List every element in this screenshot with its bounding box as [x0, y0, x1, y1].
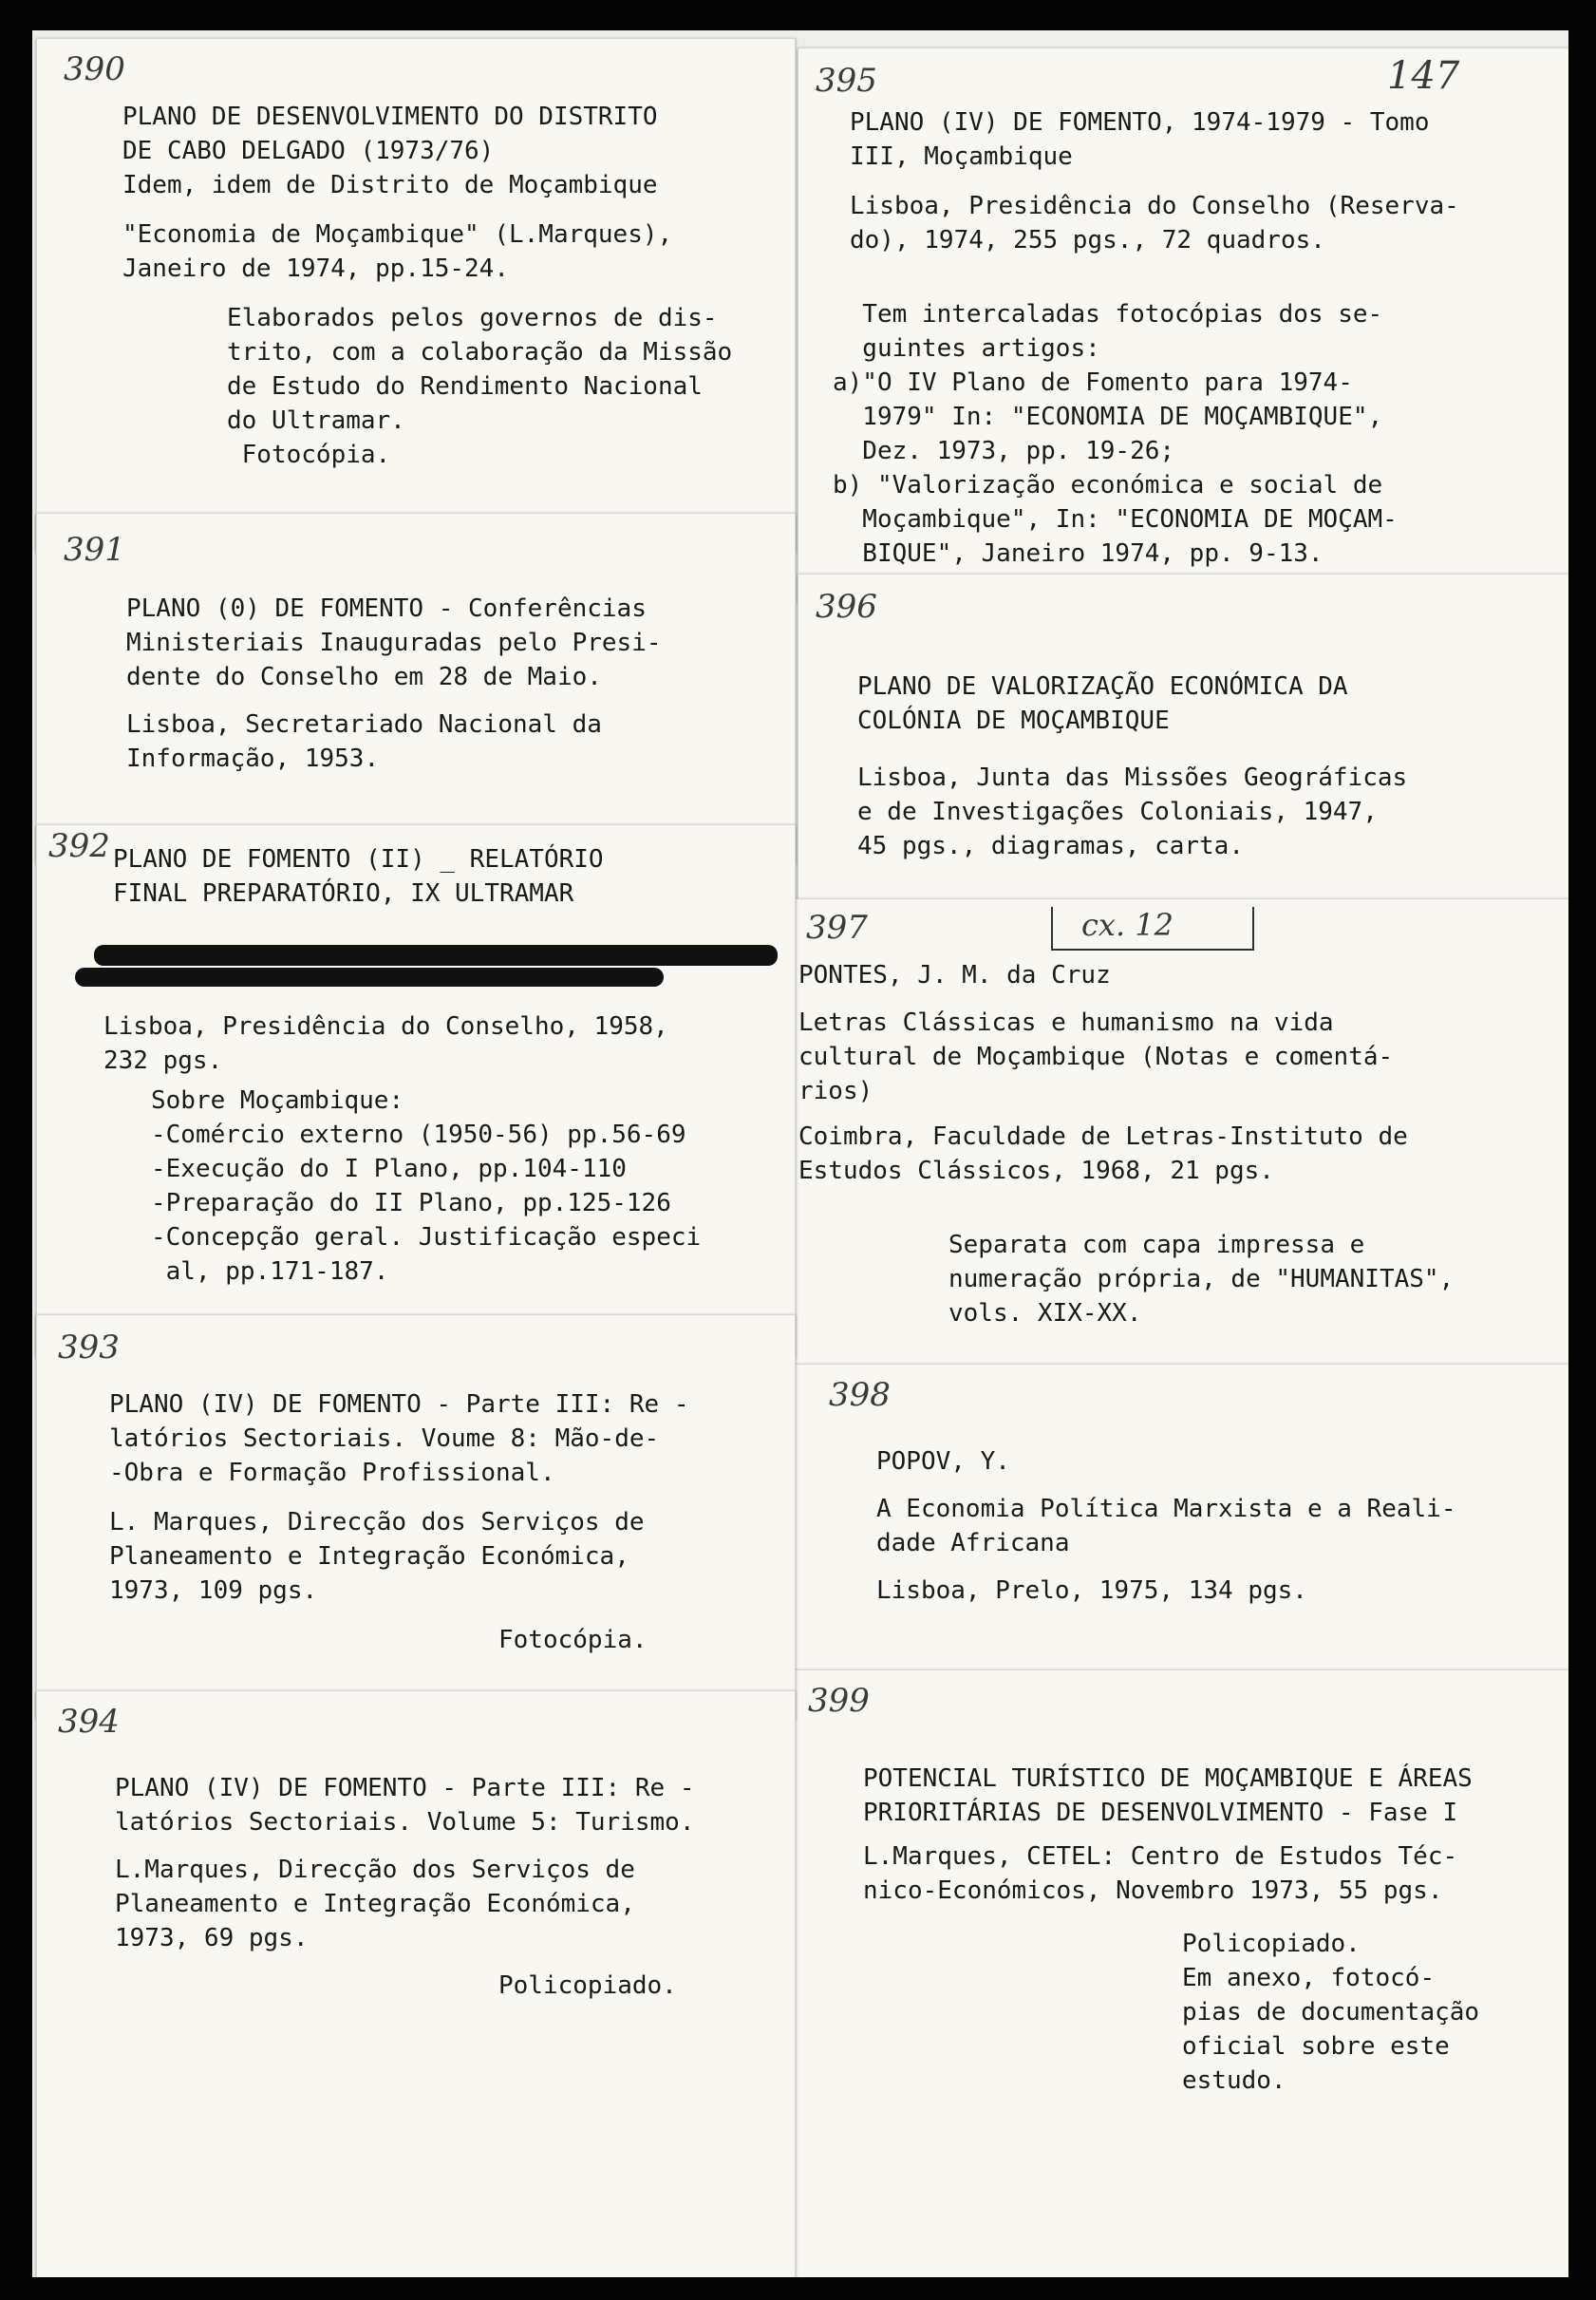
card-number: 391	[64, 531, 125, 569]
card-note: Fotocópia.	[498, 1626, 648, 1654]
card-author: POPOV, Y.	[876, 1447, 1010, 1476]
card-title: PLANO DE VALORIZAÇÃO ECONÓMICA DA COLÓNIA DE MOÇAMBIQUE	[857, 672, 1348, 735]
card-body: Idem, idem de Distrito de Moçambique	[122, 171, 658, 199]
card-source: "Economia de Moçambique" (L.Marques), Janeiro de 1974, pp.15-24.	[122, 220, 673, 283]
card-397	[771, 898, 1568, 1404]
box-label	[1051, 907, 1254, 951]
card-note: Elaborados pelos governos de dis- trito, com a colaboração da Missão de Estudo do Rendimento Nacional do Ultramar. Fotocópia.	[227, 304, 733, 469]
card-imprint: L.Marques, Direcção dos Serviços de Planeamento e Integração Económica, 1973, 69 pgs.	[115, 1856, 635, 1952]
card-396	[798, 574, 1568, 927]
card-title: PLANO DE DESENVOLVIMENTO DO DISTRITO DE CABO DELGADO (1973/76)	[122, 103, 658, 165]
card-number: 398	[829, 1376, 891, 1414]
card-391	[36, 513, 796, 864]
card-number: 395	[816, 62, 877, 100]
box-label-text: cx. 12	[1081, 907, 1174, 943]
card-number: 393	[58, 1329, 120, 1367]
card-imprint: Lisboa, Presidência do Conselho, 1958, 232 pgs.	[103, 1012, 668, 1075]
card-title: POTENCIAL TURÍSTICO DE MOÇAMBIQUE E ÁREAS PRIORITÁRIAS DE DESENVOLVIMENTO - Fase I	[863, 1764, 1473, 1827]
card-395	[798, 47, 1568, 602]
card-sheet	[32, 30, 1568, 2277]
card-imprint: Coimbra, Faculdade de Letras-Instituto de Estudos Clássicos, 1968, 21 pgs.	[798, 1122, 1408, 1185]
card-imprint: L. Marques, Direcção dos Serviços de Planeamento e Integração Económica, 1973, 109 pgs.	[109, 1508, 645, 1605]
card-note: Policopiado. Em anexo, fotocó- pias de documentação oficial sobre este estudo.	[1182, 1930, 1480, 2095]
card-title: PLANO (IV) DE FOMENTO, 1974-1979 - Tomo III, Moçambique	[850, 108, 1430, 171]
card-number: 399	[808, 1682, 870, 1720]
card-imprint: Lisboa, Prelo, 1975, 134 pgs.	[876, 1576, 1307, 1605]
card-title: PLANO (0) DE FOMENTO - Conferências Ministeriais Inauguradas pelo Presi- dente do Conselho em 28 de Maio.	[126, 594, 662, 691]
card-390	[36, 38, 796, 553]
redaction-bar	[75, 968, 664, 987]
card-imprint: Lisboa, Presidência do Conselho (Reserva- do), 1974, 255 pgs., 72 quadros.	[850, 192, 1459, 255]
card-title: PLANO (IV) DE FOMENTO - Parte III: Re - latórios Sectoriais. Volume 5: Turismo.	[115, 1774, 695, 1837]
card-imprint: L.Marques, CETEL: Centro de Estudos Téc- nico-Económicos, Novembro 1973, 55 pgs.	[863, 1842, 1458, 1905]
card-392	[36, 824, 796, 1358]
card-number: 397	[806, 909, 868, 947]
redaction-bar	[94, 945, 778, 966]
card-imprint: Lisboa, Junta das Missões Geográficas e de Investigações Coloniais, 1947, 45 pgs., diagramas, carta.	[857, 764, 1408, 860]
card-note: Tem intercaladas fotocópias dos se- guintes artigos: a)"O IV Plano de Fomento para 1974- 1979" In: "ECONOMIA DE MOÇAMBIQUE", Dez. 1973, pp. 19-26; b) "Valorização económica e social de Moçambique", In: "ECONOMIA DE MOÇAM- BIQUE", Janeiro 1974, pp. 9-13.	[833, 300, 1398, 568]
card-393	[36, 1314, 796, 1719]
card-394	[36, 1690, 796, 2277]
card-title: PLANO (IV) DE FOMENTO - Parte III: Re - latórios Sectoriais. Voume 8: Mão-de- -Obra e Formação Profissional.	[109, 1390, 689, 1487]
card-title: PLANO DE FOMENTO (II) _ RELATÓRIO FINAL PREPARATÓRIO, IX ULTRAMAR	[113, 845, 604, 908]
card-number: 390	[64, 50, 125, 88]
card-398	[771, 1364, 1568, 1698]
card-399	[788, 1669, 1568, 2277]
card-note: Separata com capa impressa e numeração própria, de "HUMANITAS", vols. XIX-XX.	[948, 1231, 1455, 1328]
card-author: PONTES, J. M. da Cruz	[798, 961, 1111, 990]
card-title: A Economia Política Marxista e a Reali- dade Africana	[876, 1495, 1456, 1557]
archive-stamp: 147	[1387, 54, 1460, 98]
card-note: Policopiado.	[498, 1971, 677, 2000]
card-number: 396	[816, 588, 877, 626]
card-number: 394	[58, 1703, 120, 1741]
card-number: 392	[48, 827, 110, 865]
card-note: Sobre Moçambique: -Comércio externo (1950-56) pp.56-69 -Execução do I Plano, pp.104-110 -Preparação do II Plano, pp.125-126 -Concepção geral. Justificação especi al, pp.171-187.	[151, 1086, 702, 1286]
card-imprint: Lisboa, Secretariado Nacional da Informação, 1953.	[126, 710, 602, 773]
card-title: Letras Clássicas e humanismo na vida cultural de Moçambique (Notas e comentá- rios)	[798, 1009, 1394, 1105]
